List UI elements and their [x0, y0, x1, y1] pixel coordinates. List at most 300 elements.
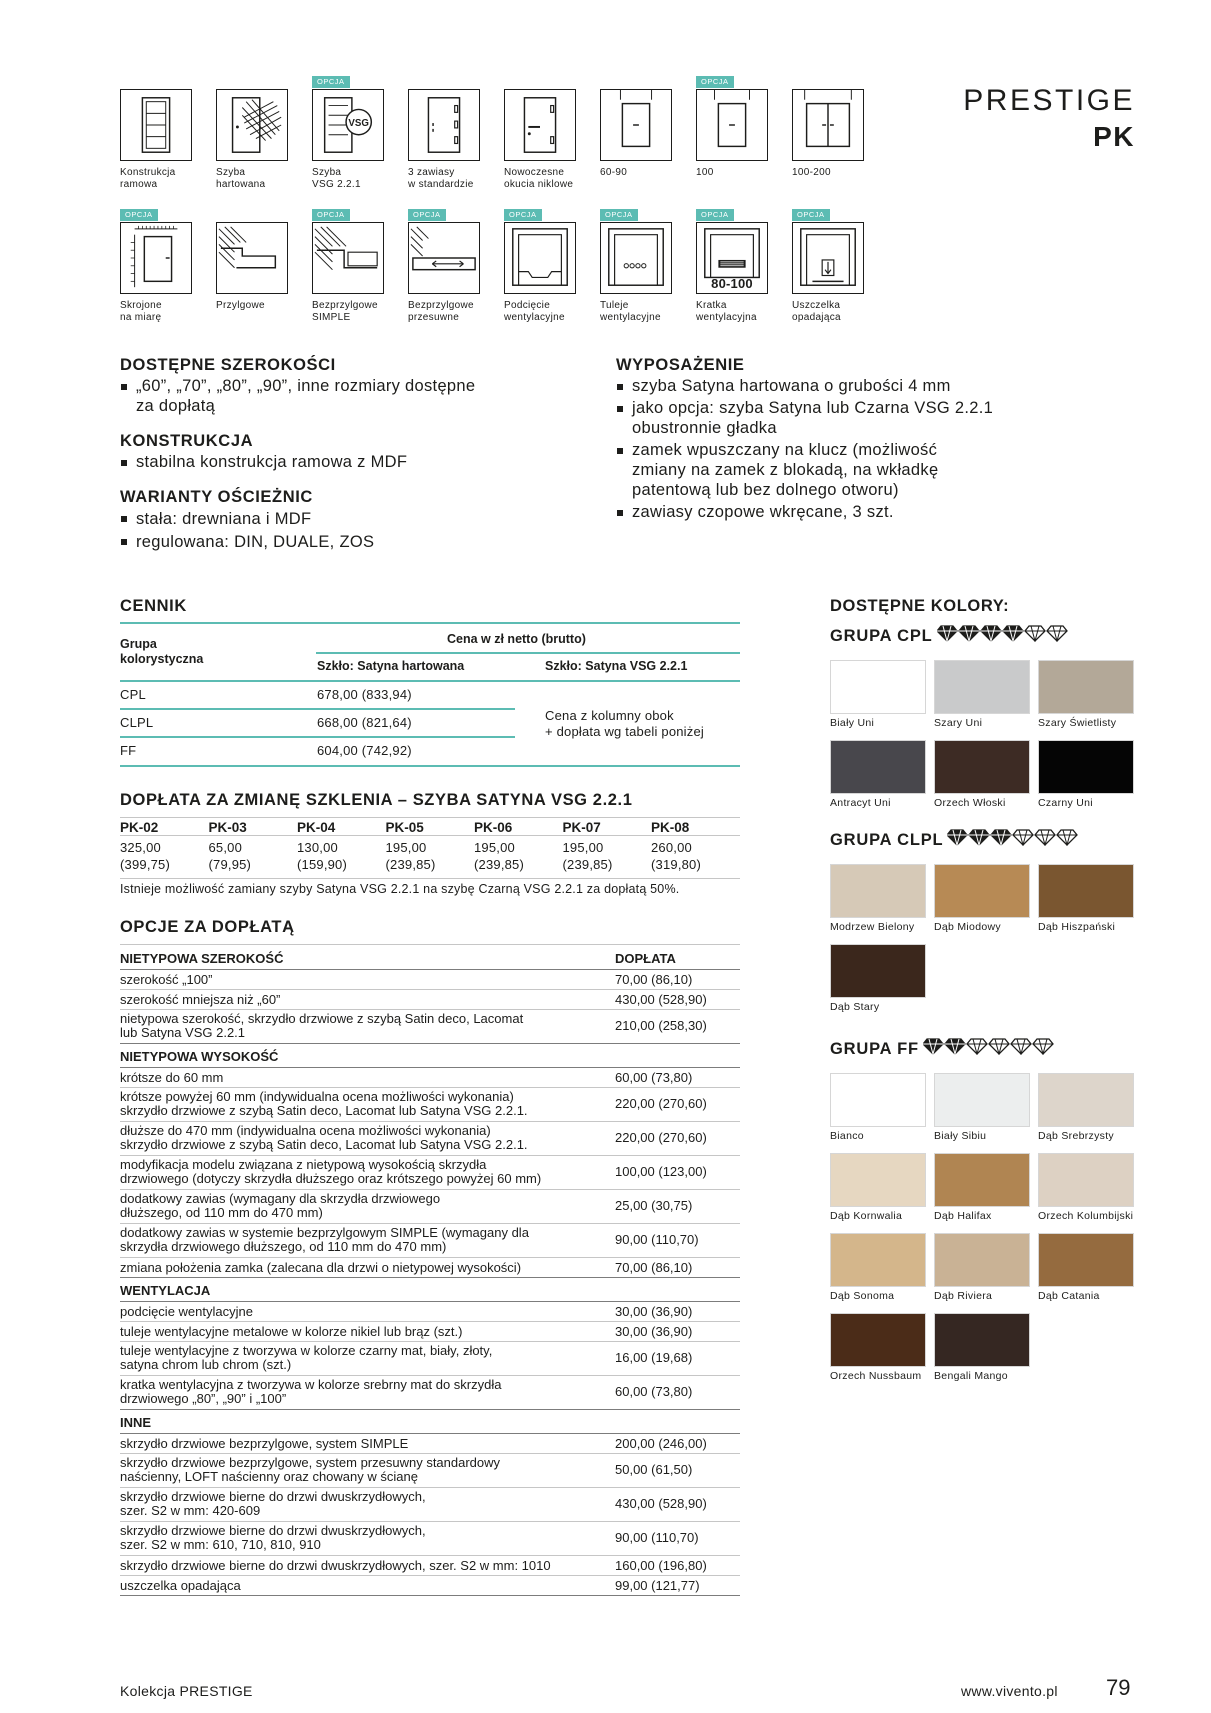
options-row-value: 100,00 (123,00) [615, 1164, 707, 1179]
feature-caption-line1: 100-200 [792, 167, 831, 178]
glass-model-net: 130,00 [297, 840, 338, 855]
options-row-label [120, 1071, 615, 1085]
color-chip[interactable] [934, 740, 1030, 794]
color-chip[interactable] [934, 1313, 1030, 1367]
feature-caption [408, 300, 494, 323]
options-row-value: 99,00 (121,77) [615, 1578, 700, 1593]
equipment-item [616, 376, 1096, 396]
options-row-label [120, 1579, 615, 1593]
options-heading: OPCJE ZA DOPŁATĄ [120, 918, 295, 936]
options-row [120, 1453, 740, 1487]
equipment-item-line: szyba Satyna hartowana o grubości 4 mm [632, 377, 951, 395]
options-row-label-line: uszczelka opadająca [120, 1578, 241, 1593]
feature-caption [504, 300, 590, 323]
glass-model-gross: (79,95) [208, 857, 252, 872]
feature-caption-line1: Skrojone [120, 300, 162, 311]
glass-model-net: 195,00 [562, 840, 604, 855]
options-row-label-line: satyna chrom lub chrom (szt.) [120, 1356, 292, 1372]
color-chip[interactable] [1038, 864, 1134, 918]
options-row-value: 30,00 (36,90) [615, 1324, 693, 1339]
options-section-heading: NIETYPOWA SZEROKOŚĆ [120, 951, 284, 966]
color-chip[interactable] [830, 944, 926, 998]
options-row-label [120, 1524, 615, 1551]
options-section-heading: NIETYPOWA WYSOKOŚĆ [120, 1049, 279, 1064]
feature-caption-line1: Podcięcie [504, 300, 551, 311]
diamond-outline-icon [1013, 830, 1033, 845]
feature-width-100 [696, 77, 782, 179]
widths-heading: DOSTĘPNE SZEROKOŚCI [120, 356, 336, 374]
equipment-item-line: zamek wpuszczany na klucz (możliwość [632, 441, 938, 459]
options-row-value: 70,00 (86,10) [615, 1260, 693, 1275]
options-row-value: 90,00 (110,70) [615, 1530, 699, 1545]
widths-list [120, 376, 590, 416]
feature-caption-line1: 100 [696, 167, 714, 178]
color-chip[interactable] [1038, 1153, 1134, 1207]
feature-rebated [216, 222, 302, 312]
color-swatch[interactable] [830, 864, 926, 933]
nickel-fittings-icon [504, 89, 576, 161]
options-row-value: 430,00 (528,90) [615, 1496, 707, 1511]
color-name: Dąb Kornwalia [830, 1210, 903, 1222]
feature-caption-line1: Nowoczesne [504, 167, 565, 178]
glass-model-code: PK-08 [651, 820, 690, 835]
options-row-label-line: krótsze powyżej 60 mm (indywidualna ocena możliwości wykonania) [120, 1089, 514, 1104]
feature-vsg-glass [312, 77, 398, 190]
options-row-label-line: modyfikacja modelu związana z nietypową wysokością skrzydła [120, 1157, 487, 1172]
glass-model-code: PK-02 [120, 820, 159, 835]
color-name: Dąb Miodowy [934, 921, 1001, 933]
diamond-filled-icon [947, 830, 967, 845]
col-satyna-hartowana: Szkło: Satyna hartowana [317, 659, 465, 673]
equipment-item-line: zmiany na zamek z blokadą, na wkładkę [632, 461, 939, 479]
options-row-label [120, 1437, 615, 1451]
color-name: Biały Sibiu [934, 1130, 987, 1142]
options-row-label [120, 1261, 615, 1275]
price-header: Cena w zł netto (brutto) [447, 632, 586, 646]
diamond-filled-icon [969, 830, 989, 845]
glass-model-code: PK-03 [208, 820, 247, 835]
options-row [120, 1121, 740, 1155]
equipment-item-line: zawiasy czopowe wkręcane, 3 szt. [632, 503, 894, 521]
options-row-label [120, 1378, 615, 1405]
diamond-outline-icon [1011, 1039, 1031, 1054]
col-satyna-vsg: Szkło: Satyna VSG 2.2.1 [545, 659, 688, 673]
option-badge: OPCJA [504, 209, 542, 221]
color-swatch[interactable] [830, 944, 926, 1013]
glass-surcharge-note: Istnieje możliwość zamiany szyby Satyna VSG 2.2.1 na szybę Czarną VSG 2.2.1 za dopłatą 50%. [120, 882, 680, 896]
options-section-heading: WENTYLACJA [120, 1283, 211, 1298]
options-row-label-line: dodatkowy zawias w systemie bezprzylgowym SIMPLE (wymagany dla [120, 1225, 529, 1240]
model-title: PK [1093, 121, 1135, 152]
feature-caption-line1: Konstrukcja [120, 167, 176, 178]
diamond-filled-icon [923, 1039, 943, 1054]
price-value: 604,00 (742,92) [317, 743, 412, 758]
frames-list [120, 508, 590, 554]
color-swatch[interactable] [934, 1073, 1030, 1142]
color-swatch[interactable] [1038, 1233, 1134, 1302]
color-name: Biały Uni [830, 717, 875, 729]
options-row [120, 1555, 740, 1575]
options-row [120, 1375, 740, 1409]
options-value-heading: DOPŁATA [615, 951, 676, 966]
options-row-value: 160,00 (196,80) [615, 1558, 707, 1573]
frame-construction-icon [120, 89, 192, 161]
glass-model-gross: (239,85) [562, 857, 613, 872]
color-name: Orzech Kolumbijski [1038, 1210, 1134, 1222]
options-row-label-line: dłuższego, od 110 mm do 470 mm) [120, 1204, 323, 1220]
options-row-label-line: dodatkowy zawias (wymagany dla skrzydła drzwiowego [120, 1191, 441, 1206]
glass-model-net: 65,00 [208, 840, 243, 855]
color-name: Orzech Nussbaum [830, 1370, 922, 1382]
colors-heading: DOSTĘPNE KOLORY: [830, 597, 1010, 615]
color-name: Bengali Mango [934, 1370, 1008, 1382]
feature-caption-line2: przesuwne [408, 311, 460, 323]
color-chip[interactable] [1038, 1073, 1134, 1127]
options-row-value: 70,00 (86,10) [615, 972, 693, 987]
options-row [120, 1087, 740, 1121]
color-swatch[interactable] [934, 864, 1030, 933]
ventilation-sleeves-icon [600, 222, 672, 294]
feature-caption-line2: ramowa [120, 178, 158, 190]
options-row-label [120, 1305, 615, 1319]
page-number: 79 [1106, 1675, 1131, 1700]
feature-caption-line2: okucia niklowe [504, 178, 574, 190]
options-section-heading: INNE [120, 1415, 152, 1430]
options-row-label-line: lub Satyna VSG 2.2.1 [120, 1024, 246, 1040]
diamond-outline-icon [1033, 1039, 1053, 1054]
price-group: CPL [120, 687, 146, 702]
color-chip[interactable] [934, 1073, 1030, 1127]
diamond-outline-icon [1047, 626, 1067, 641]
color-chip[interactable] [830, 1073, 926, 1127]
footer-url[interactable]: www.vivento.pl [961, 1683, 1058, 1699]
options-row-value: 60,00 (73,80) [615, 1070, 693, 1085]
options-row [120, 1433, 740, 1453]
color-chip[interactable] [1038, 740, 1134, 794]
equipment-item-line: obustronnie gładka [632, 419, 777, 437]
color-chip[interactable] [934, 1153, 1030, 1207]
options-row-label-line: skrzydła drzwiowego dłuższego, od 110 mm do 470 mm) [120, 1238, 447, 1254]
color-swatch[interactable] [934, 1233, 1030, 1302]
feature-width-60-90 [600, 89, 686, 179]
glass-model-net: 195,00 [474, 840, 515, 855]
options-row-label-line: szerokość mniejsza niż „60” [120, 992, 281, 1007]
diamond-filled-icon [1003, 626, 1023, 641]
options-row-value: 50,00 (61,50) [615, 1462, 693, 1477]
options-row-label-line: krótsze do 60 mm [120, 1070, 224, 1085]
feature-caption-line1: Szyba [216, 167, 246, 178]
diamond-outline-icon [989, 1039, 1009, 1054]
color-group-heading [830, 624, 1069, 646]
glass-model-net: 260,00 [651, 840, 692, 855]
diamond-filled-icon [981, 626, 1001, 641]
frames-item: regulowana: DIN, DUALE, ZOS [120, 531, 590, 554]
diamond-filled-icon [945, 1039, 965, 1054]
vsg-glass-icon [312, 89, 384, 161]
equipment-item [616, 440, 1096, 500]
ventilation-grille-icon [696, 222, 768, 294]
color-name: Dąb Srebrzysty [1038, 1130, 1114, 1142]
feature-caption [600, 300, 686, 323]
feature-ventilation-sleeves [600, 210, 686, 323]
widths-item-text-cont: za dopłatą [136, 397, 216, 415]
color-swatch[interactable] [830, 1313, 926, 1382]
color-chip[interactable] [934, 660, 1030, 714]
feature-caption [312, 167, 398, 190]
options-row [120, 1223, 740, 1257]
equipment-item [616, 398, 1096, 438]
color-group-title: GRUPA CLPL [830, 831, 944, 849]
price-note: Cena z kolumny obok [545, 708, 674, 723]
options-row-label-line: podcięcie wentylacyjne [120, 1304, 253, 1319]
feature-caption-line1: Bezprzylgowe [408, 300, 474, 311]
options-row-label-line: skrzydło drzwiowe bierne do drzwi dwuskrzydłowych, [120, 1489, 426, 1504]
options-row-value: 90,00 (110,70) [615, 1232, 699, 1247]
color-name: Dąb Hiszpański [1038, 921, 1116, 933]
options-row [120, 1575, 740, 1595]
color-chip[interactable] [934, 1233, 1030, 1287]
color-swatch[interactable] [1038, 1073, 1134, 1142]
options-row-label-line: szer. S2 w mm: 420-609 [120, 1502, 261, 1518]
options-row-label-line: szer. S2 w mm: 610, 710, 810, 910 [120, 1536, 321, 1552]
color-name: Modrzew Bielony [830, 921, 915, 933]
color-swatch[interactable] [1038, 1153, 1134, 1222]
equipment-list [616, 376, 1096, 522]
flush-sliding-icon [408, 222, 480, 294]
group-label-cont: kolorystyczna [120, 652, 204, 666]
specs-right [616, 355, 1096, 522]
options-row-value: 200,00 (246,00) [615, 1436, 707, 1451]
color-name: Szary Uni [934, 717, 983, 729]
color-chip[interactable] [830, 1153, 926, 1207]
price-group: CLPL [120, 715, 154, 730]
rebated-icon [216, 222, 288, 294]
options-row-label [120, 993, 615, 1007]
color-name: Dąb Stary [830, 1001, 880, 1013]
color-swatch[interactable] [830, 1233, 926, 1302]
options-row [120, 1009, 740, 1043]
options-row-value: 210,00 (258,30) [615, 1018, 707, 1033]
options-row-value: 30,00 (36,90) [615, 1304, 693, 1319]
color-swatch[interactable] [830, 1073, 926, 1142]
feature-caption-line2: wentylacyjna [696, 311, 757, 323]
color-chip[interactable] [830, 660, 926, 714]
frames-item: stała: drewniana i MDF [120, 508, 590, 531]
feature-caption [216, 300, 302, 312]
options-row-label-line: kratka wentylacyjna z tworzywa w kolorze srebrny mat do skrzydła [120, 1377, 502, 1392]
options-row [120, 1341, 740, 1375]
color-chip[interactable] [830, 740, 926, 794]
glass-model-code: PK-06 [474, 820, 513, 835]
color-chip[interactable] [830, 1313, 926, 1367]
color-swatch[interactable] [830, 1153, 926, 1222]
color-group-rating [919, 1040, 1055, 1058]
glass-model-code: PK-05 [385, 820, 424, 835]
color-swatch[interactable] [1038, 660, 1134, 729]
feature-caption-line1: 60-90 [600, 167, 628, 178]
feature-caption-line1: Szyba [312, 167, 342, 178]
width-60-90-icon [600, 89, 672, 161]
feature-caption-line2: na miarę [120, 311, 162, 323]
group-label: Grupa [120, 637, 157, 651]
options-row-label [120, 1090, 615, 1117]
grille-size-label: 80-100 [711, 276, 753, 291]
collection-title: PRESTIGE [963, 84, 1135, 117]
diamond-filled-icon [991, 830, 1011, 845]
options-row-label [120, 1192, 615, 1219]
options-row-label [120, 1344, 615, 1371]
feature-caption [120, 167, 206, 190]
feature-caption [696, 167, 782, 179]
options-row [120, 969, 740, 989]
glass-model-gross: (159,90) [297, 857, 348, 872]
options-row-label-line: dłuższe do 470 mm (indywidualna ocena możliwości wykonania) [120, 1123, 491, 1138]
frames-heading: WARIANTY OŚCIEŻNIC [120, 488, 313, 506]
widths-item [120, 376, 590, 416]
option-badge: OPCJA [696, 209, 734, 221]
price-group: FF [120, 743, 137, 758]
feature-caption-line1: Przylgowe [216, 300, 265, 311]
equipment-item-line: jako opcja: szyba Satyna lub Czarna VSG 2.2.1 [632, 399, 994, 417]
color-name: Dąb Halifax [934, 1210, 992, 1222]
diamond-filled-icon [959, 626, 979, 641]
feature-width-100-200 [792, 89, 878, 179]
color-group-heading [830, 828, 1079, 850]
options-row-label-line: naścienny, LOFT naścienny oraz chowany w ścianę [120, 1468, 418, 1484]
feature-caption-line1: Kratka [696, 300, 727, 311]
price-note-cont: + dopłata wg tabeli poniżej [545, 724, 704, 739]
color-name: Czarny Uni [1038, 797, 1093, 809]
options-row-label-line: drzwiowego (dotyczy skrzydła dłuższego oraz krótszego powyżej 60 mm) [120, 1170, 542, 1186]
color-swatch[interactable] [934, 1153, 1030, 1222]
option-badge: OPCJA [120, 209, 158, 221]
drop-seal-icon [792, 222, 864, 294]
feature-drop-seal [792, 210, 878, 323]
options-row-value: 220,00 (270,60) [615, 1130, 707, 1145]
color-chip[interactable] [934, 864, 1030, 918]
tempered-glass-icon [216, 89, 288, 161]
options-row-value: 220,00 (270,60) [615, 1096, 707, 1111]
option-badge: OPCJA [792, 209, 830, 221]
options-row [120, 1155, 740, 1189]
feature-caption-line2: VSG 2.2.1 [312, 178, 361, 190]
diamond-outline-icon [1025, 626, 1045, 641]
feature-caption-line1: 3 zawiasy [408, 167, 455, 178]
footer-collection: Kolekcja PRESTIGE [120, 1683, 253, 1699]
feature-caption-line2: wentylacyjne [504, 311, 565, 323]
options-row-value: 25,00 (30,75) [615, 1198, 693, 1213]
color-swatch[interactable] [830, 660, 926, 729]
feature-caption [120, 300, 206, 323]
color-swatch[interactable] [1038, 864, 1134, 933]
color-swatch[interactable] [934, 740, 1030, 809]
color-swatch[interactable] [1038, 740, 1134, 809]
color-group-rating [933, 627, 1069, 645]
feature-flush-sliding [408, 210, 494, 323]
feature-nickel-fittings [504, 89, 590, 190]
color-group-heading [830, 1037, 1055, 1059]
feature-ventilation-undercut [504, 210, 590, 323]
feature-caption [600, 167, 686, 179]
feature-caption [696, 300, 782, 323]
color-name: Orzech Włoski [934, 797, 1006, 809]
options-row-label-line: skrzydło drzwiowe bierne do drzwi dwuskrzydłowych, [120, 1523, 426, 1538]
color-chip[interactable] [830, 864, 926, 918]
options-row [120, 1257, 740, 1277]
glass-model-code: PK-04 [297, 820, 336, 835]
options-row [120, 1301, 740, 1321]
construction-item: stabilna konstrukcja ramowa z MDF [120, 452, 590, 472]
option-badge: OPCJA [312, 76, 350, 88]
options-row [120, 1321, 740, 1341]
options-row-value: 16,00 (19,68) [615, 1350, 693, 1365]
color-swatch[interactable] [934, 1313, 1030, 1382]
options-row-label [120, 1559, 615, 1573]
color-swatch[interactable] [830, 740, 926, 809]
options-row-label-line: zmiana położenia zamka (zalecana dla drzwi o nietypowej wysokości) [120, 1260, 522, 1275]
options-row-label [120, 1158, 615, 1185]
color-swatch[interactable] [934, 660, 1030, 729]
three-hinges-icon [408, 89, 480, 161]
feature-caption-line1: Tuleje [600, 300, 629, 311]
flush-simple-icon [312, 222, 384, 294]
options-row [120, 1189, 740, 1223]
options-row-label [120, 1012, 615, 1039]
option-badge: OPCJA [312, 209, 350, 221]
feature-caption [504, 167, 590, 190]
color-name: Dąb Sonoma [830, 1290, 895, 1302]
color-group-rating [943, 831, 1079, 849]
glass-model-gross: (239,85) [385, 857, 436, 872]
options-row [120, 1521, 740, 1555]
options-row-label [120, 1456, 615, 1483]
vsg-mark: VSG [348, 117, 369, 129]
color-name: Bianco [830, 1130, 864, 1142]
options-row-label-line: skrzydło drzwiowe bezprzylgowe, system przesuwny standardowy [120, 1455, 501, 1470]
equipment-item [616, 502, 1096, 522]
glass-model-net: 195,00 [385, 840, 427, 855]
color-name: Dąb Catania [1038, 1290, 1100, 1302]
feature-caption-line2: wentylacyjne [600, 311, 661, 323]
feature-caption [792, 300, 878, 323]
color-group-title: GRUPA CPL [830, 627, 933, 645]
equipment-item-line: patentową lub bez dolnego otworu) [632, 481, 899, 499]
color-name: Antracyt Uni [830, 797, 891, 809]
feature-caption [792, 167, 878, 179]
feature-caption-line2: opadająca [792, 311, 841, 323]
feature-three-hinges [408, 89, 494, 190]
pricelist-heading: CENNIK [120, 597, 187, 615]
feature-custom-size [120, 210, 206, 323]
color-chip[interactable] [1038, 1233, 1134, 1287]
option-badge: OPCJA [408, 209, 446, 221]
feature-caption [408, 167, 494, 190]
color-name: Dąb Riviera [934, 1290, 993, 1302]
svg-text:VSG [348, 118, 369, 129]
options-row-label [120, 1124, 615, 1151]
glass-model-net: 325,00 [120, 840, 161, 855]
color-name: Szary Świetlisty [1038, 717, 1117, 729]
options-row [120, 1487, 740, 1521]
color-chip[interactable] [830, 1233, 926, 1287]
options-row-label [120, 1226, 615, 1253]
options-row-label-line: skrzydło drzwiowe z szybą Satin deco, Lacomat lub Satyna VSG 2.2.1. [120, 1102, 528, 1118]
option-badge: OPCJA [600, 209, 638, 221]
options-row-label-line: tuleje wentylacyjne metalowe w kolorze nikiel lub brąz (szt.) [120, 1324, 463, 1339]
color-chip[interactable] [1038, 660, 1134, 714]
custom-size-icon [120, 222, 192, 294]
feature-flush-simple [312, 210, 398, 323]
